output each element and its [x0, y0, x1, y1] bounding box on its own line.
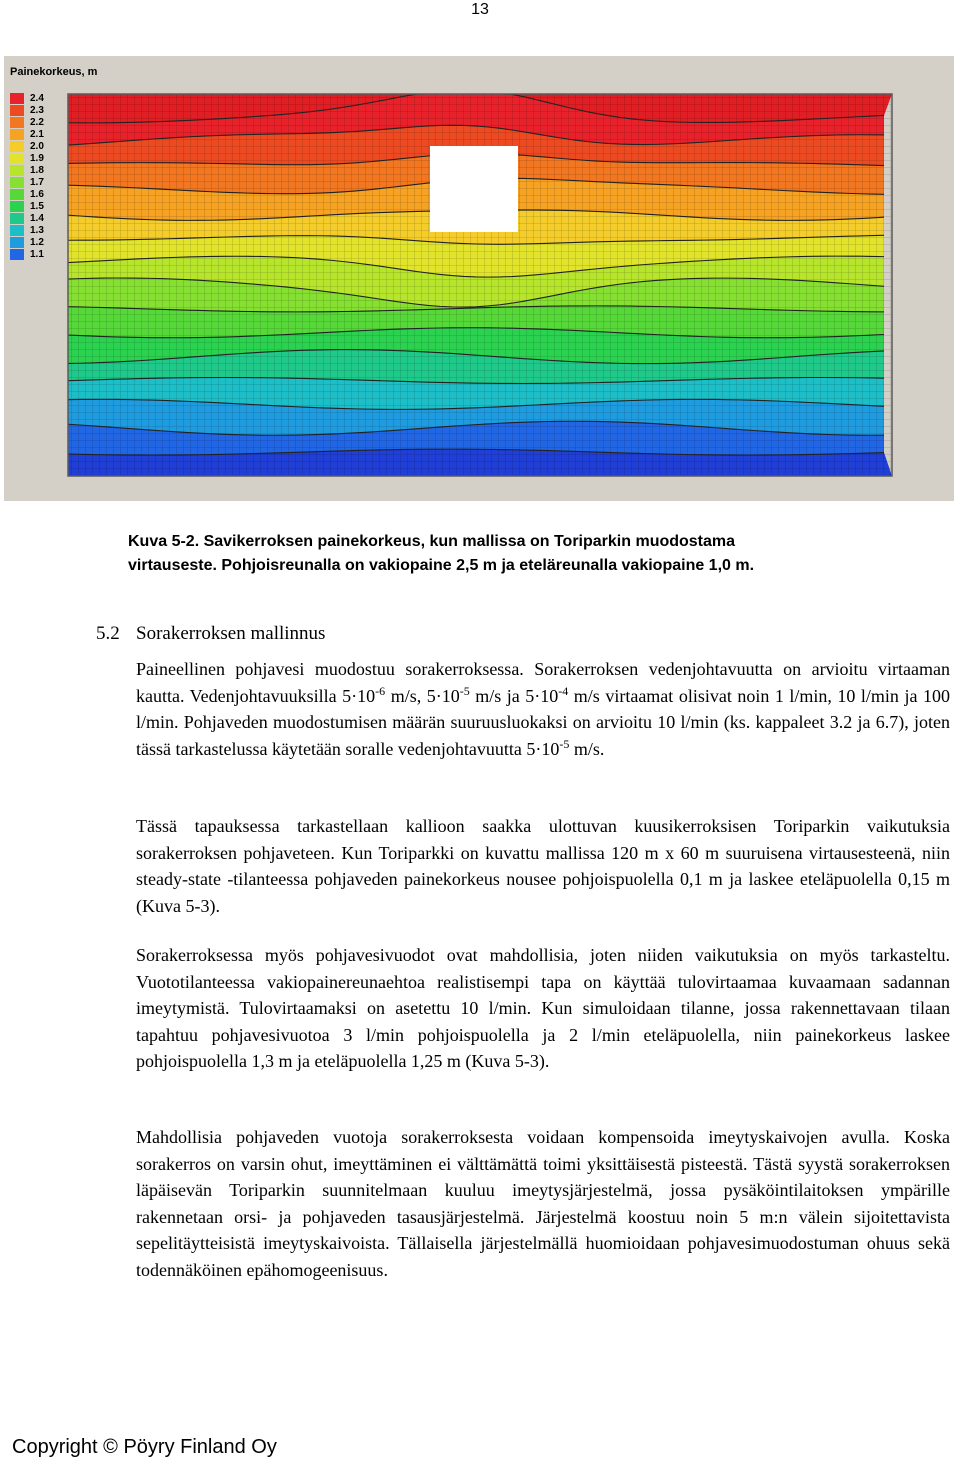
legend-label: 1.2	[30, 236, 44, 248]
text-run: m/s, 5·10	[385, 685, 460, 706]
legend-item	[10, 92, 50, 104]
legend-title: Painekorkeus, m	[10, 66, 98, 78]
obstacle-block	[430, 146, 518, 232]
legend-label: 2.2	[30, 116, 44, 128]
text-run: Paineellinen pohjavesi muodostuu sorakerroksessa. Sorakerroksen vedenjohtavuutta on arvioitu virtaaman kautta. Vedenjohtavuuksilla 5·10	[136, 659, 950, 706]
section-number: 5.2	[96, 623, 120, 644]
legend-label: 2.1	[30, 128, 44, 140]
legend-item	[10, 248, 50, 260]
paragraph-1	[136, 656, 950, 762]
legend-item	[10, 164, 50, 176]
legend-label: 1.1	[30, 248, 44, 260]
legend-item	[10, 212, 50, 224]
legend-label: 1.4	[30, 212, 44, 224]
superscript: -5	[559, 736, 570, 751]
legend-swatch	[10, 117, 24, 128]
legend-swatch	[10, 201, 24, 212]
text-run: m/s ja 5·10	[469, 685, 559, 706]
head-contour-plot	[64, 90, 894, 478]
legend-swatch	[10, 93, 24, 104]
legend-item	[10, 140, 50, 152]
legend-swatch	[10, 129, 24, 140]
legend-swatch	[10, 153, 24, 164]
caption-line: virtauseste. Pohjoisreunalla on vakiopaine 2,5 m ja eteläreunalla vakiopaine 1,0 m.	[128, 557, 755, 574]
footer-copyright: Copyright © Pöyry Finland Oy	[12, 1436, 277, 1458]
legend-swatch	[10, 249, 24, 260]
legend-swatch	[10, 213, 24, 224]
figure-panel	[4, 56, 954, 501]
legend-item	[10, 128, 50, 140]
section-heading	[96, 622, 325, 646]
legend-swatch	[10, 189, 24, 200]
caption-line: Kuva 5-2. Savikerroksen painekorkeus, kun mallissa on Toriparkin muodostama	[128, 533, 736, 550]
legend-label: 1.8	[30, 164, 44, 176]
legend-label: 1.7	[30, 176, 44, 188]
legend-item	[10, 188, 50, 200]
legend-swatch	[10, 225, 24, 236]
superscript: -6	[375, 683, 386, 698]
paragraph-3: Sorakerroksessa myös pohjavesivuodot ovat mahdollisia, joten niiden vaikutuksia on myös tarkasteltu. Vuototilanteessa vakiopainereunaehtoa realistisempi tapa on käyttää tulovirtaamaa kuvaamaan sadannan imeytymistä. Tulovirtaamaksi on asetettu 10 l/min. Kun simuloidaan tilanne, jossa rakennettavaan tilaan tapahtuu pohjavesivuotoa 3 l/min pohjoispuolella ja 2 l/min eteläpuolella, niin painekorkeus laskee pohjoispuolella 1,3 m ja eteläpuolella 1,25 m (Kuva 5-3).	[136, 945, 950, 1071]
superscript: -5	[459, 683, 470, 698]
text-run: m/s virtaamat olisivat noin 1 l/min, 10 l/min ja 100 l/min. Pohjaveden muodostumisen määrän suuruusluokaksi on arvioitu 10 l/min (ks. kappaleet 3.2 ja 6.7), joten tässä tarkastelussa käytetään soralle vedenjohtavuutta 5·10	[136, 685, 950, 759]
legend-label: 2.0	[30, 140, 44, 152]
legend-item	[10, 236, 50, 248]
page-number: 13	[471, 1, 489, 18]
legend-label: 2.4	[30, 92, 44, 104]
figure-caption	[128, 530, 908, 578]
superscript: -4	[558, 683, 569, 698]
legend-label: 1.5	[30, 200, 44, 212]
legend-label: 1.6	[30, 188, 44, 200]
legend-swatch	[10, 177, 24, 188]
legend-item	[10, 152, 50, 164]
text-run: m/s.	[569, 738, 605, 759]
legend-item	[10, 176, 50, 188]
legend-swatch	[10, 141, 24, 152]
legend	[10, 92, 50, 260]
legend-item	[10, 104, 50, 116]
paragraph-4: Mahdollisia pohjaveden vuotoja sorakerroksesta voidaan kompensoida imeytyskaivojen avulla. Koska sorakerros on varsin ohut, imeyttäminen ei välttämättä toimi yksittäisestä pisteestä. Tästä syystä sorakerroksen läpäisevän Toriparkin suunnitelmaan kuuluu imeytysjärjestelmä, jossa pysäköintilaitoksen ympärille rakennetaan orsi- ja pohjaveden tasausjärjestelmä. Järjestelmä koostuu noin 5 m:n välein sijoitettavista sepelitäytteisistä imeytyskaivoista. Tällaisella järjestelmällä huomioidaan pohjavesimuodostuman ohuus sekä todennäköinen epähomogeenisuus.	[136, 1127, 950, 1280]
section-title: Sorakerroksen mallinnus	[136, 623, 326, 644]
legend-label: 1.9	[30, 152, 44, 164]
legend-item	[10, 116, 50, 128]
legend-label: 1.3	[30, 224, 44, 236]
legend-label: 2.3	[30, 104, 44, 116]
legend-swatch	[10, 105, 24, 116]
legend-swatch	[10, 237, 24, 248]
paragraph-2: Tässä tapauksessa tarkastellaan kallioon saakka ulottuvan kuusikerroksisen Toriparkin vaikutuksia sorakerroksen pohjaveteen. Kun Toriparkki on kuvattu mallissa 120 m x 60 m suuruisena virtausesteenä, niin steady-state -tilanteessa pohjaveden painekorkeus nousee pohjoispuolella 0,1 m ja laskee eteläpuolella 0,15 m (Kuva 5-3).	[136, 816, 950, 916]
legend-swatch	[10, 165, 24, 176]
legend-item	[10, 224, 50, 236]
legend-item	[10, 200, 50, 212]
